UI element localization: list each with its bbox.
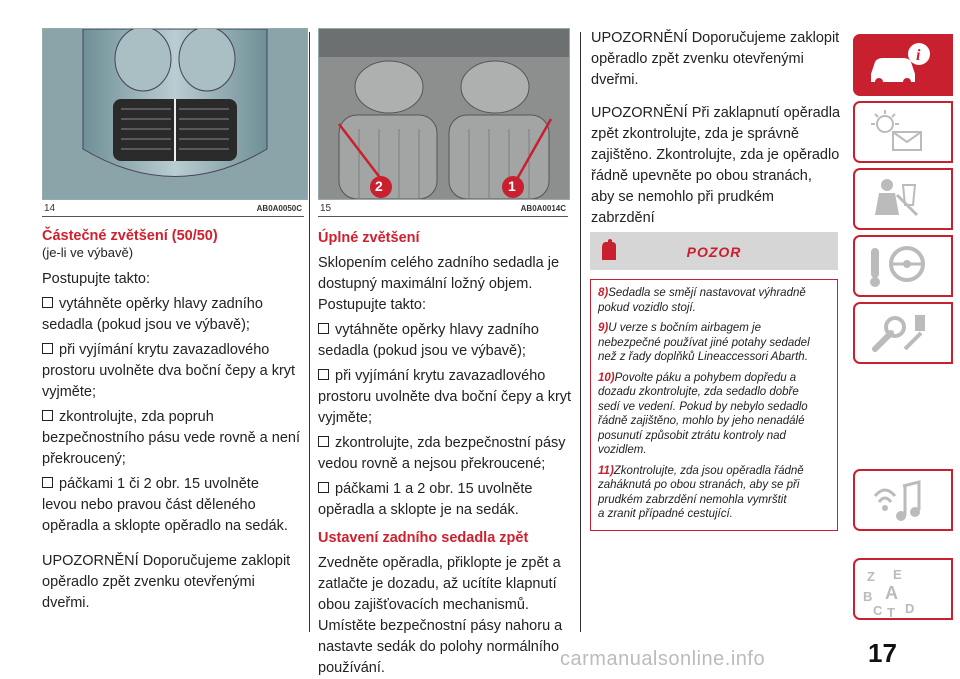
bullet-item [318, 479, 576, 521]
note-line: posunutí způsobit ztrátu kontroly nad [598, 429, 786, 442]
note-number: 11) [598, 464, 614, 477]
note-number: 9) [598, 322, 609, 334]
body-line: Postupujte takto: [318, 297, 427, 313]
body-line: nastavte sedák do polohy normálního [318, 639, 560, 655]
svg-text:B: B [863, 589, 873, 604]
svg-text:E: E [893, 567, 902, 582]
note-number: 8) [598, 287, 609, 299]
note-9 [598, 321, 831, 365]
bullet-line: zkontrolujte, zda popruh [59, 409, 214, 425]
svg-text:A: A [885, 583, 898, 603]
checkbox-bullet-icon [42, 477, 53, 488]
bullet-line: při vyjímání krytu zavazadlového [335, 368, 546, 384]
bullet-line: vedou rovně a nejsou překroucené; [318, 456, 546, 472]
rear-seat-illustration [319, 29, 569, 199]
figure-15-caption [318, 200, 568, 217]
column-1 [42, 28, 304, 614]
warning-line: opěradlo zpět zvenku otevřenými [42, 574, 255, 590]
warning-line: dveřmi. [42, 595, 90, 611]
note-line: sedí ve vedení. Pokud by nebylo sedadlo [598, 400, 808, 413]
bullet-line: páčkami 1 či 2 obr. 15 uvolněte [59, 476, 259, 492]
intro-paragraph [318, 253, 576, 316]
sidebar-tab-warning-lights[interactable] [853, 101, 953, 163]
warning-line: UPOZORNĚNÍ Doporučujeme zaklopit [42, 553, 291, 569]
note-line: dozadu zkontrolujte, zda sedadlo dobře [598, 386, 799, 398]
bullet-line: levou nebo pravou část děleného [42, 497, 256, 513]
section-heading-2: Ustavení zadního sedadla zpět [318, 530, 529, 546]
body-line: Sklopením celého zadního sedadla je [318, 255, 560, 271]
safety-icon [867, 175, 937, 225]
body-line: používání. [318, 660, 385, 676]
warning-line: řádně upevněte po obou stranách, [591, 168, 812, 184]
sidebar-tab-car-info[interactable] [853, 34, 953, 96]
column-2 [318, 28, 576, 679]
checkbox-bullet-icon [318, 369, 329, 380]
warning-line: aby se nemohlo při prudkém zabrzdění [591, 189, 774, 226]
note-line: než z řady doplňků Lineaccessori Abarth. [598, 351, 808, 363]
bullet-line: vyjměte; [318, 410, 372, 426]
bullet-line: sedadla (pokud jsou ve výbavě); [42, 317, 250, 333]
page-number: 17 [868, 638, 897, 668]
note-11 [598, 464, 831, 522]
note-line: a zranit případné cestující. [598, 508, 733, 520]
warning-line: zajištěno. Zkontrolujte, zda je opěradlo [591, 147, 840, 163]
intro-text: Postupujte takto: [42, 271, 151, 287]
bullet-line: bezpečnostního pásu vede rovně a není [42, 430, 300, 446]
sidebar-tab-media[interactable] [853, 469, 953, 531]
callout-1: 1 [508, 178, 516, 194]
column-3 [591, 28, 841, 250]
section-heading: Částečné zvětšení (50/50) [42, 228, 218, 244]
sidebar-tab-index[interactable] [853, 558, 953, 620]
bullet-item [318, 366, 576, 429]
bullet-line: prostoru uvolněte dva boční čepy a kryt [318, 389, 572, 405]
bullet-line: překroucený; [42, 451, 126, 467]
bullet-line: opěradla a sklopte je na sedák. [318, 502, 519, 518]
note-line: Zkontrolujte, zda jsou opěradla řádně [613, 464, 804, 477]
warning-line: UPOZORNĚNÍ Doporučujeme zaklopit [591, 30, 840, 46]
note-line: nebezpečné používat jiné potahy sedadel [598, 336, 810, 349]
bullet-item [318, 433, 576, 475]
note-line: prudkém zabrzdění nemohla vymrštit [598, 493, 787, 506]
note-line: Sedadla se smějí nastavovat výhradně [608, 287, 806, 299]
checkbox-bullet-icon [42, 343, 53, 354]
note-line: řádně zajištěno, mohlo by jeho nenadálé [598, 415, 805, 427]
checkbox-bullet-icon [42, 410, 53, 421]
body-line: Umístěte bezpečnostní pásy nahoru a [318, 618, 563, 634]
note-line: U verze s bočním airbagem je [608, 322, 761, 334]
index-icon [861, 561, 941, 619]
bullet-line: páčkami 1 a 2 obr. 15 uvolněte [335, 481, 533, 497]
section-subheading: (je-li ve výbavě) [42, 245, 134, 260]
column-divider [309, 32, 310, 632]
note-line: pokud vozidlo stojí. [598, 301, 696, 314]
pozor-notes [590, 279, 838, 531]
note-line: zaháknutá po obou stranách, aby se při [598, 479, 800, 491]
bullet-item [42, 407, 304, 470]
body-paragraph [318, 553, 576, 679]
callout-2: 2 [375, 178, 383, 194]
body-line: obou zajišťovacích mechanismů. [318, 597, 529, 613]
wrench-icon [865, 309, 935, 359]
warning-paragraph [42, 551, 304, 614]
warning-line: zpět zkontrolujte, zda je správně [591, 126, 799, 142]
bullet-line: sedadla (pokud jsou ve výbavě); [318, 343, 526, 359]
bullet-item [42, 474, 304, 537]
svg-text:T: T [887, 605, 895, 619]
body-line: dostupný maximální ložný objem. [318, 276, 533, 292]
bullet-item [318, 320, 576, 362]
sidebar-tab-steering[interactable] [853, 235, 953, 297]
warning-line: UPOZORNĚNÍ Při zaklapnutí opěradla [591, 105, 841, 121]
bullet-line: opěradla a sklopte opěradlo na sedák. [42, 518, 288, 534]
section-heading: Úplné zvětšení [318, 230, 420, 246]
bullet-item [42, 340, 304, 403]
car-top-view-illustration [43, 29, 307, 199]
media-icon [865, 476, 935, 526]
body-line: zatlačte je dozadu, až ucítíte klapnutí [318, 576, 557, 592]
checkbox-bullet-icon [42, 297, 53, 308]
column-divider [580, 32, 581, 632]
warning-paragraph [591, 28, 841, 91]
warning-line: opěradlo zpět zvenku otevřenými [591, 51, 804, 67]
note-8 [598, 286, 831, 315]
warning-paragraph [591, 103, 841, 250]
note-line: Povolte páku a pohybem dopředu a [614, 371, 797, 384]
pozor-title: POZOR [686, 244, 742, 260]
bullet-line: vytáhněte opěrky hlavy zadního [59, 296, 263, 312]
warning-lights-icon [865, 108, 935, 158]
warning-line: dveřmi. [591, 72, 639, 88]
pozor-header [590, 232, 838, 270]
svg-text:D: D [905, 601, 915, 616]
svg-text:C: C [873, 603, 883, 618]
note-line: vozidlem. [598, 444, 647, 456]
bullet-item [42, 294, 304, 336]
bullet-line: při vyjímání krytu zavazadlového [59, 342, 270, 358]
watermark: carmanualsonline.info [560, 648, 766, 670]
body-line: Zvedněte opěradla, přiklopte je zpět a [318, 555, 561, 571]
figure-14-caption [42, 200, 304, 217]
checkbox-bullet-icon [318, 482, 329, 493]
sidebar-tab-service[interactable] [853, 302, 953, 364]
bullet-line: vyjměte; [42, 384, 96, 400]
svg-text:i: i [916, 47, 921, 64]
figure-code: AB0A0014C [520, 204, 566, 213]
bullet-line: prostoru uvolněte dva boční čepy a kryt [42, 363, 296, 379]
note-10 [598, 371, 831, 458]
car-info-icon [863, 40, 933, 90]
sidebar-tab-safety[interactable] [853, 168, 953, 230]
svg-text:Z: Z [867, 569, 875, 584]
figure-number: 15 [320, 203, 332, 214]
bullet-line: zkontrolujte, zda bezpečnostní pásy [335, 435, 566, 451]
checkbox-bullet-icon [318, 436, 329, 447]
figure-number: 14 [44, 203, 56, 214]
figure-14 [42, 28, 308, 200]
note-number: 10) [598, 371, 615, 384]
checkbox-bullet-icon [318, 323, 329, 334]
figure-15 [318, 28, 570, 200]
steering-icon [865, 242, 935, 292]
bullet-line: vytáhněte opěrky hlavy zadního [335, 322, 539, 338]
figure-code: AB0A0050C [256, 204, 302, 213]
